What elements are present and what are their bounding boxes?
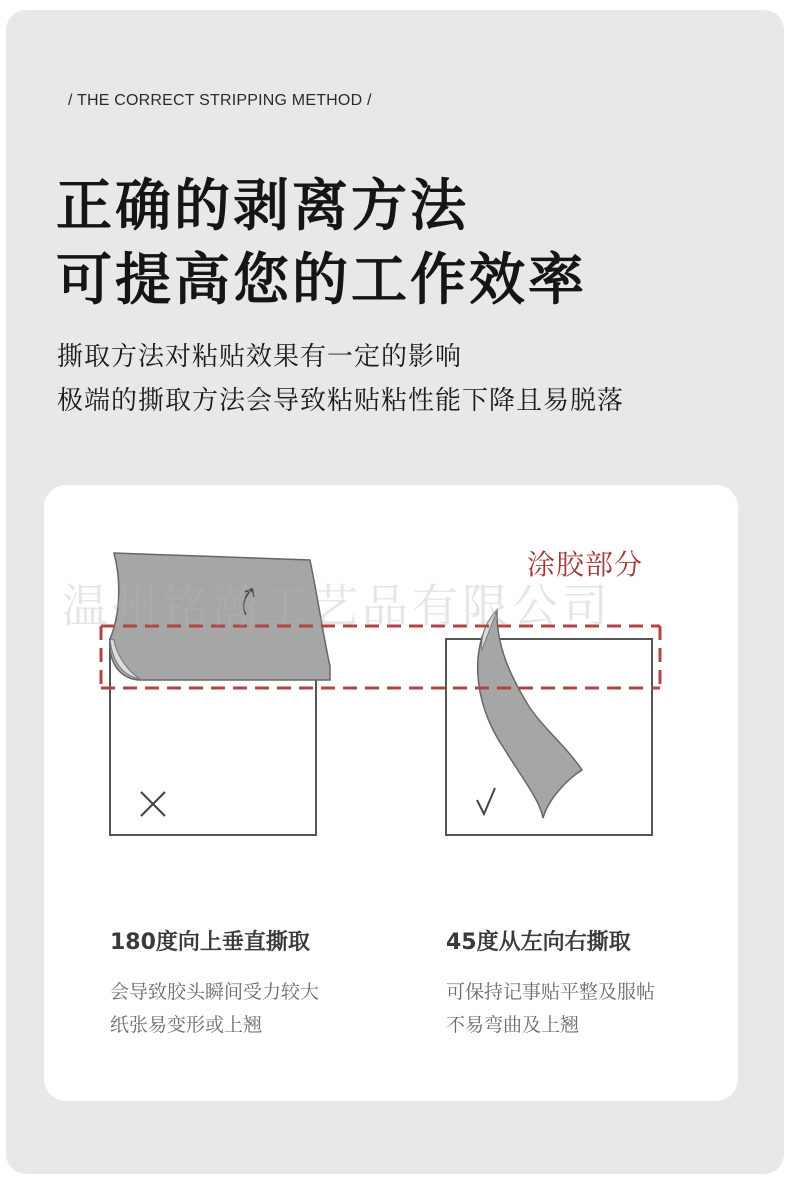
right-method-desc-1: 可保持记事贴平整及服帖 (446, 981, 656, 1003)
wrong-peeled-sheet (110, 553, 330, 680)
eyebrow-label: / THE CORRECT STRIPPING METHOD / (68, 92, 372, 109)
glue-area-label: 涂胶部分 (527, 548, 644, 581)
page-title-line-2: 可提高您的工作效率 (56, 248, 587, 313)
watermark-text: 温州铭瀚工艺品有限公司 (62, 579, 612, 633)
wrong-method-title: 180度向上垂直撕取 (110, 930, 310, 955)
subtitle-line-1: 撕取方法对粘贴效果有一定的影响 (57, 342, 463, 372)
right-method-desc-2: 不易弯曲及上翘 (446, 1014, 580, 1036)
wrong-method-desc-1: 会导致胶头瞬间受力较大 (110, 981, 320, 1003)
wrong-method-desc-2: 纸张易变形或上翘 (110, 1014, 263, 1036)
right-method-title: 45度从左向右撕取 (446, 930, 631, 955)
subtitle-line-2: 极端的撕取方法会导致粘贴粘性能下降且易脱落 (57, 386, 625, 416)
page-title-line-1: 正确的剥离方法 (56, 174, 469, 239)
